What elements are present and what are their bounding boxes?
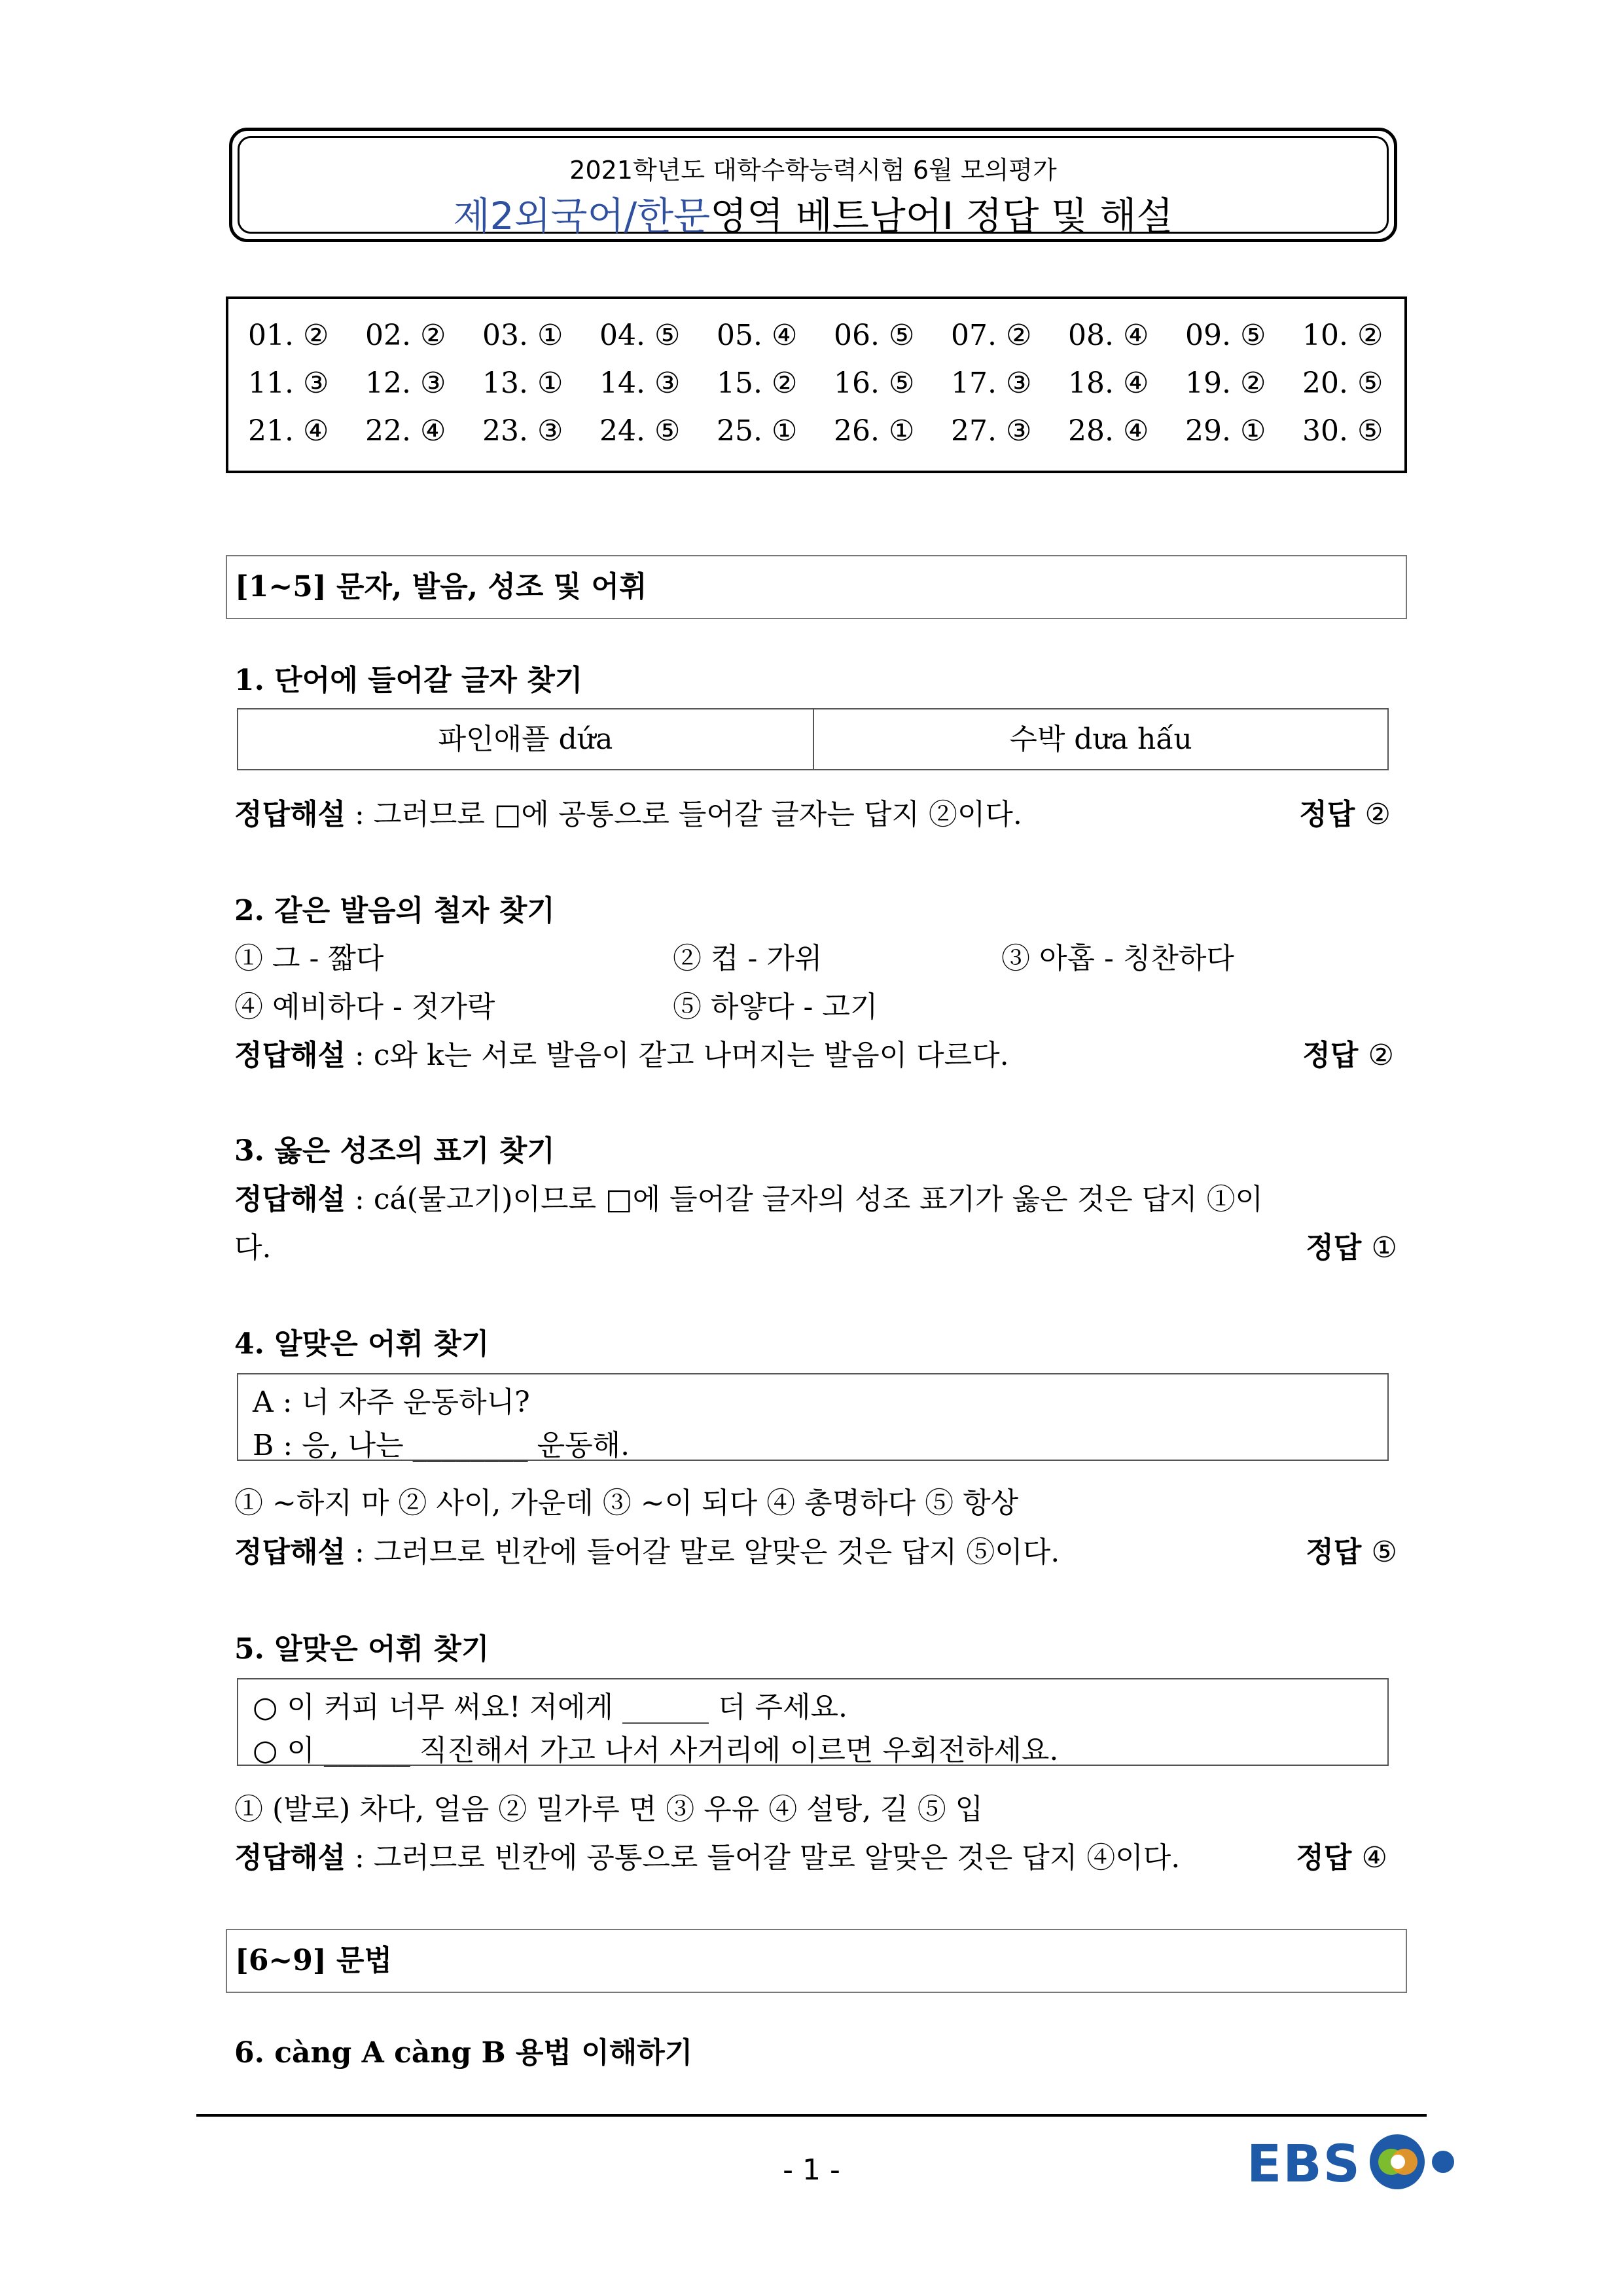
answer-number: ② <box>1368 1039 1394 1072</box>
option: ① 그 - 짧다 <box>234 942 384 975</box>
exam-title: 2021학년도 대학수학능력시험 6월 모의평가 <box>569 156 1057 185</box>
correct-answer <box>1230 791 1391 833</box>
explanation <box>234 1175 1263 1217</box>
answer-label: 정답 <box>1299 798 1355 831</box>
explanation-label: 정답해설 <box>234 1535 346 1569</box>
explanation-text: : 그러므로 빈칸에 공통으로 들어갈 말로 알맞은 것은 답지 ④이다. <box>346 1841 1181 1874</box>
answer-cell: 25. ① <box>717 414 798 448</box>
section-header <box>226 555 1407 619</box>
ebs-logo-text: EBS <box>1247 2135 1361 2194</box>
option: ⑤ 하얗다 - 고기 <box>673 990 878 1024</box>
question-title: 6. càng A càng B 용법 이해하기 <box>234 2036 693 2070</box>
answer-cell: 19. ② <box>1185 367 1266 400</box>
answer-cell: 27. ③ <box>951 414 1032 448</box>
dialog-box <box>237 1678 1389 1766</box>
page-number: - 1 - <box>783 2153 840 2187</box>
answer-cell: 08. ④ <box>1068 319 1149 352</box>
question-title: 4. 알맞은 어휘 찾기 <box>234 1327 490 1361</box>
answer-key-table <box>226 296 1407 473</box>
correct-answer <box>1243 1834 1387 1876</box>
answer-label: 정답 <box>1302 1039 1359 1072</box>
answer-cell: 18. ④ <box>1068 367 1149 400</box>
title-inner-border <box>238 136 1389 238</box>
question-title: 1. 단어에 들어갈 글자 찾기 <box>234 664 583 697</box>
answer-cell: 09. ⑤ <box>1185 319 1266 352</box>
document-title-rest: 영역 베트남어Ⅰ 정답 및 해설 <box>710 194 1173 238</box>
answer-cell: 04. ⑤ <box>599 319 681 352</box>
answer-cell: 17. ③ <box>951 367 1032 400</box>
answer-number: ⑤ <box>1371 1535 1397 1569</box>
explanation <box>234 1834 1180 1876</box>
answer-cell: 21. ④ <box>248 414 329 448</box>
section-title: [1~5] 문자, 발음, 성조 및 어휘 <box>235 570 647 603</box>
answer-number: ④ <box>1361 1841 1387 1874</box>
answer-cell: 29. ① <box>1185 414 1266 448</box>
answer-cell: 01. ② <box>248 319 329 352</box>
section-header <box>226 1929 1407 1993</box>
explanation-continued: 다. <box>234 1231 272 1265</box>
footer-rule <box>196 2114 1427 2117</box>
answer-cell: 02. ② <box>365 319 446 352</box>
dialog-line: ○ 이 커피 너무 써요! 저에게 ______ 더 주세요. <box>253 1691 848 1724</box>
options-line: ① ~하지 마 ② 사이, 가운데 ③ ~이 되다 ④ 총명하다 ⑤ 항상 <box>234 1486 1019 1520</box>
answer-cell: 15. ② <box>717 367 798 400</box>
explanation-label: 정답해설 <box>234 1183 346 1216</box>
answer-cell: 23. ③ <box>482 414 563 448</box>
option: ④ 예비하다 - 젓가락 <box>234 990 495 1024</box>
explanation-text: : 그러므로 □에 공통으로 들어갈 글자는 답지 ②이다. <box>346 798 1022 831</box>
answer-cell: 05. ④ <box>717 319 798 352</box>
answer-cell: 13. ① <box>482 367 563 400</box>
answer-cell: 22. ④ <box>365 414 446 448</box>
answer-cell: 07. ② <box>951 319 1032 352</box>
word-table <box>237 708 1389 770</box>
answer-cell: 20. ⑤ <box>1302 367 1383 400</box>
title-box <box>229 128 1397 242</box>
answer-cell: 28. ④ <box>1068 414 1149 448</box>
answer-cell: 06. ⑤ <box>834 319 915 352</box>
correct-answer <box>1230 1528 1397 1570</box>
option: ③ 아홉 - 칭찬하다 <box>1001 942 1234 975</box>
answer-cell: 26. ① <box>834 414 915 448</box>
explanation-label: 정답해설 <box>234 1039 346 1072</box>
answer-number: ① <box>1371 1231 1397 1265</box>
explanation <box>234 1528 1060 1570</box>
ebs-logo-mark <box>1247 2126 1463 2198</box>
ebs-logo-icon <box>1247 2126 1463 2198</box>
section-title: [6~9] 문법 <box>235 1944 393 1977</box>
question-title: 3. 옳은 성조의 표기 찾기 <box>234 1134 555 1168</box>
question-title: 2. 같은 발음의 철자 찾기 <box>234 894 555 927</box>
word-cell: 파인애플 dứa <box>438 723 613 756</box>
options-line: ① (발로) 차다, 얼음 ② 밀가루 면 ③ 우유 ④ 설탕, 길 ⑤ 입 <box>234 1793 984 1826</box>
answer-cell: 14. ③ <box>599 367 681 400</box>
explanation-label: 정답해설 <box>234 798 346 831</box>
answer-label: 정답 <box>1306 1231 1362 1265</box>
explanation-text: : 그러므로 빈칸에 들어갈 말로 알맞은 것은 답지 ⑤이다. <box>346 1535 1060 1569</box>
answer-cell: 03. ① <box>482 319 563 352</box>
option: ② 컵 - 가위 <box>673 942 823 975</box>
dialog-line: A : 너 자주 운동하니? <box>253 1386 530 1419</box>
answer-cell: 24. ⑤ <box>599 414 681 448</box>
explanation <box>234 791 1022 833</box>
answer-label: 정답 <box>1296 1841 1352 1874</box>
correct-answer <box>1230 1031 1394 1073</box>
answer-cell: 30. ⑤ <box>1302 414 1383 448</box>
dialog-line: B : 응, 나는 ________ 운동해. <box>253 1429 630 1462</box>
answer-label: 정답 <box>1306 1535 1362 1569</box>
dialog-box <box>237 1373 1389 1461</box>
correct-answer <box>1230 1224 1397 1266</box>
subject-name: 제2외국어/한문 <box>453 194 711 238</box>
answer-cell: 11. ③ <box>248 367 329 400</box>
explanation-text: : cá(물고기)이므로 □에 들어갈 글자의 성조 표기가 옳은 것은 답지 ①이 <box>346 1183 1264 1216</box>
document-title <box>240 185 1387 240</box>
answer-cell: 12. ③ <box>365 367 446 400</box>
answer-cell: 10. ② <box>1302 319 1383 352</box>
word-cell: 수박 dưa hấu <box>1009 723 1192 756</box>
answer-cell: 16. ⑤ <box>834 367 915 400</box>
answer-number: ② <box>1364 798 1391 831</box>
question-title: 5. 알맞은 어휘 찾기 <box>234 1632 490 1666</box>
explanation <box>234 1031 1009 1073</box>
explanation-label: 정답해설 <box>234 1841 346 1874</box>
dialog-line: ○ 이 ______ 직진해서 가고 나서 사거리에 이르면 우회전하세요. <box>253 1734 1059 1767</box>
explanation-text: : c와 k는 서로 발음이 같고 나머지는 발음이 다르다. <box>346 1039 1009 1072</box>
